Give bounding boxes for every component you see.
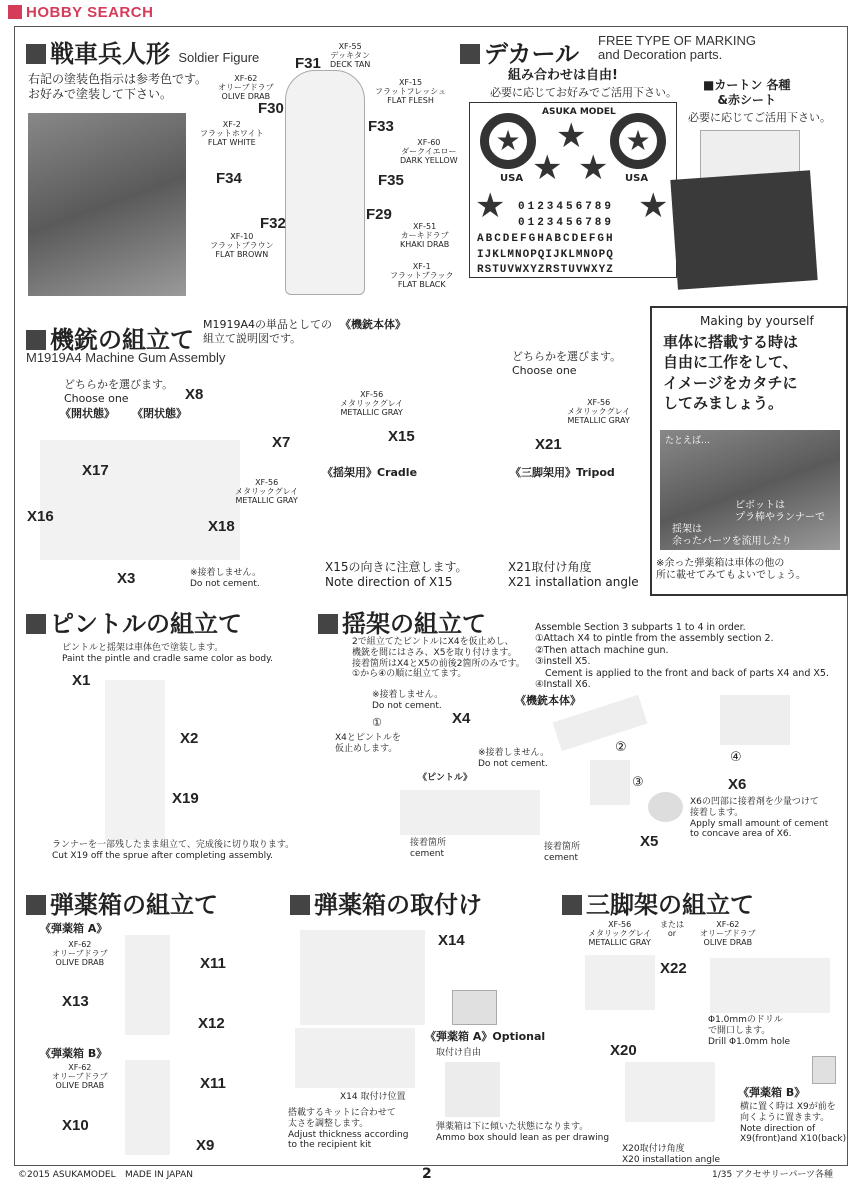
diy-cradle: 揺架は 余ったパーツを流用したり	[672, 524, 792, 547]
no-cement-note: ※接着しません。 Do not cement.	[478, 748, 550, 769]
x4-note: X4とピントルを 仮止めします。	[335, 733, 401, 754]
decal-digits: 0123456789	[518, 201, 615, 213]
mg-choose-2: どちらかを選びます。 Choose one	[512, 350, 622, 377]
made-in: MADE IN JAPAN	[125, 1170, 194, 1180]
part-label: X9	[196, 1137, 215, 1154]
page-number: 2	[422, 1166, 432, 1182]
pintle-drawing	[590, 760, 630, 805]
cement-label: 接着箇所 cement	[544, 842, 581, 863]
or-label: または or	[660, 920, 684, 939]
soldier-photo	[28, 113, 186, 296]
paint-xf56: XF-56 メタリックグレイ METALLIC GRAY	[235, 478, 299, 506]
box-b-label: 《弾薬箱 B》	[40, 1047, 108, 1060]
paint-xf56: XF-56 メタリックグレイ METALLIC GRAY	[588, 920, 652, 948]
mg-closed-label: 《閉状態》	[132, 407, 187, 420]
star-icon: ★	[638, 186, 669, 226]
step-1: ①	[372, 716, 382, 729]
part-label: X21	[535, 436, 562, 453]
x14-position-note: X14 取付け位置	[340, 1092, 406, 1102]
paint-xf51: XF-51 カーキドラブ KHAKI DRAB	[400, 222, 450, 250]
hobby-search-logo: HOBBY SEARCH	[8, 4, 153, 21]
decal-title: デカール	[460, 34, 579, 69]
decal-letters: IJKLMNOPQIJKLMNOPQ	[477, 249, 614, 261]
star-icon: ★	[532, 148, 563, 188]
decal-letters: ABCDEFGHABCDEFGH	[477, 233, 615, 245]
mg-note: M1919A4の単品としての組立て説明図です。	[203, 318, 333, 345]
drill-note: Φ1.0mmのドリル で開口します。 Drill Φ1.0mm hole	[708, 1015, 791, 1047]
star-icon: ★	[556, 116, 587, 156]
x5-drawing	[648, 792, 683, 822]
cradle-note-en: Assemble Section 3 subparts 1 to 4 in order. ①Attach X4 to pintle from the assembly section 2. ②Then attach machine gun. ③instell X5. Cement is applied to the front and back of parts X4 and X5. ④Install X6.	[535, 622, 829, 690]
part-label: F30	[258, 100, 284, 117]
part-label: X15	[388, 428, 415, 445]
part-label: X1	[72, 672, 91, 689]
roundel-star-icon: ★	[480, 113, 536, 169]
optional-note: 取付け自由	[436, 1048, 482, 1058]
part-label: X8	[185, 386, 204, 403]
star-icon: ★	[475, 186, 506, 226]
box-b-drawing	[125, 1060, 170, 1155]
paint-xf62: XF-62 オリーブドラブ OLIVE DRAB	[52, 940, 108, 968]
part-label: F29	[366, 206, 392, 223]
paint-xf15: XF-15 フラットフレッシュ FLAT FLESH	[375, 78, 447, 106]
mg-body-label: 《機銃本体》	[515, 694, 581, 707]
part-label: X19	[172, 790, 199, 807]
adjust-note: 搭載するキットに合わせて 太さを調整します。 Adjust thickness according to the recipient kit	[288, 1108, 409, 1151]
paint-xf1: XF-1 フラットブラック FLAT BLACK	[390, 262, 454, 290]
paint-xf56: XF-56 メタリックグレイ METALLIC GRAY	[567, 398, 631, 426]
box-direction-note: 横に置く時は X9が前を 向くように置きます。 Note direction of X9(front)and X10(back)	[740, 1102, 847, 1145]
decal-digits: 0123456789	[518, 217, 615, 229]
pintle-drawing	[105, 680, 165, 840]
part-label: F35	[378, 172, 404, 189]
part-label: X20	[610, 1042, 637, 1059]
x6-note: X6の凹部に接着剤を少量つけて 接着します。 Apply small amount of cement to concave area of X6.	[690, 797, 829, 840]
paint-xf62: XF-62 オリーブドラブ OLIVE DRAB	[218, 74, 274, 102]
decal-usa: USA	[500, 173, 524, 184]
cradle-title: 揺架の組立て	[318, 604, 486, 639]
step-4: ④	[730, 750, 742, 765]
no-cement-note: ※接着しません。 Do not cement.	[372, 690, 444, 711]
part-label: X7	[272, 434, 291, 451]
x21-note: X21取付け角度 X21 installation angle	[508, 560, 639, 589]
pintle-title: ピントルの組立て	[26, 604, 242, 639]
part-label: X22	[660, 960, 687, 977]
paint-xf56: XF-56 メタリックグレイ METALLIC GRAY	[340, 390, 404, 418]
pintle-label: 《ピントル》	[418, 773, 473, 783]
part-label: F31	[295, 55, 321, 72]
diy-note: ※余った弾薬箱は車体の他の 所に載せてみてもよいでしょう。	[656, 558, 806, 581]
part-label: X12	[198, 1015, 225, 1032]
diy-text: 車体に搭載する時は 自由に工作をして、 イメージをカタチに してみましょう。	[663, 333, 799, 412]
part-label: X11	[200, 955, 226, 972]
decal-letters: RSTUVWXYZRSTUVWXYZ	[477, 264, 614, 276]
part-label: F32	[260, 215, 286, 232]
pintle-note: ピントルと揺架は車体色で塗装します。 Paint the pintle and cradle same color as body.	[62, 643, 273, 664]
cement-label: 接着箇所 cement	[410, 838, 447, 859]
no-cement-note: ※接着しません。 Do not cement.	[190, 568, 262, 589]
x15-note: X15の向きに注意します。 Note direction of X15	[325, 560, 468, 589]
red-sheet	[670, 170, 817, 289]
part-label: F33	[368, 118, 394, 135]
part-label: X6	[728, 776, 747, 793]
decal-sub2: 必要に応じてお好みでご活用下さい。	[490, 86, 677, 99]
decal-sub1: 組み合わせは自由!	[508, 68, 618, 83]
cradle-note-ja: 2で組立てたピントルにX4を仮止めし、 機銃を間にはさみ、X5を取り付けます。 接着箇所はX4とX5の前後2箇所のみです。 ①から④の順に組立てます。	[352, 637, 525, 680]
diy-title: Making by yourself	[700, 314, 814, 328]
cradle-drawing	[295, 1028, 415, 1088]
step-2: ②	[615, 740, 627, 755]
cradle-drawing	[400, 790, 540, 835]
paint-xf60: XF-60 ダークイエロー DARK YELLOW	[400, 138, 458, 166]
part-label: X3	[117, 570, 136, 587]
pintle-cut-note: ランナーを一部残したまま組立て、完成後に切り取ります。 Cut X19 off the sprue after completing assembly.	[52, 840, 295, 861]
carton-title: ■カートン 各種 &赤シート	[703, 78, 791, 107]
ammo-box-drawing	[812, 1056, 836, 1084]
part-label: X10	[62, 1117, 89, 1134]
paint-xf55: XF-55 デッキタン DECK TAN	[330, 42, 371, 70]
paint-xf62: XF-62 オリーブドラブ OLIVE DRAB	[700, 920, 756, 948]
part-label: X2	[180, 730, 199, 747]
paint-xf2: XF-2 フラットホワイト FLAT WHITE	[200, 120, 264, 148]
part-label: X18	[208, 518, 235, 535]
tripod-drawing	[585, 955, 655, 1010]
step-3: ③	[632, 775, 644, 790]
mg-title-en: M1919A4 Machine Gum Assembly	[26, 350, 226, 365]
carton-note: 必要に応じてご活用下さい。	[688, 111, 831, 124]
part-label: X14	[438, 932, 465, 949]
soldier-title: 戦車兵人形 Soldier Figure	[26, 34, 259, 69]
mg-cradle-label: 《揺架用》Cradle	[322, 466, 418, 479]
decal-usa: USA	[625, 173, 649, 184]
part-label: X5	[640, 833, 659, 850]
box-a-label: 《弾薬箱 A》	[40, 922, 108, 935]
mg-drawing	[40, 440, 240, 560]
box-a-optional-label: 《弾薬箱 A》Optional	[425, 1030, 546, 1043]
diy-eg: たとえば…	[665, 436, 711, 446]
box-b-label: 《弾薬箱 B》	[738, 1086, 806, 1099]
mount-drawing	[300, 930, 425, 1025]
tripod-mg-drawing	[710, 958, 830, 1013]
assembled-drawing	[720, 695, 790, 745]
star-icon: ★	[578, 148, 609, 188]
part-label: X11	[200, 1075, 226, 1092]
soldier-note: 右記の塗装色指示は参考色です。 お好みで塗装して下さい。	[28, 72, 208, 101]
mg-body-label: 《機銃本体》	[340, 318, 406, 331]
box-a-drawing	[125, 935, 170, 1035]
decal-brand: ASUKA MODEL	[542, 107, 616, 117]
paint-xf62: XF-62 オリーブドラブ OLIVE DRAB	[52, 1063, 108, 1091]
tripod-side-drawing	[625, 1062, 715, 1122]
roundel-star-icon: ★	[610, 113, 666, 169]
product-name: 1/35 アクセサリーパーツ各種	[712, 1170, 833, 1180]
mount-title: 弾薬箱の取付け	[290, 885, 482, 920]
decal-sheet	[469, 102, 677, 278]
copyright: ©2015 ASUKAMODEL	[18, 1170, 116, 1180]
part-label: X17	[82, 462, 109, 479]
mg-title: 機銃の組立て	[26, 320, 194, 355]
lean-note: 弾薬箱は下に傾いた状態になります。 Ammo box should lean as per drawing	[436, 1122, 610, 1143]
diy-pivot: ピボットは プラ棒やランナーで	[735, 500, 825, 523]
tripod-title: 三脚架の組立て	[562, 885, 754, 920]
soldier-drawing	[285, 70, 365, 295]
mg-tripod-label: 《三脚架用》Tripod	[510, 466, 615, 479]
x20-note: X20取付け角度 X20 installation angle	[622, 1144, 721, 1165]
mg-choose: どちらかを選びます。 Choose one	[64, 378, 174, 405]
mg-open-label: 《開状態》	[60, 407, 115, 420]
part-label: X16	[27, 508, 54, 525]
ammo-box-drawing	[452, 990, 497, 1025]
part-label: F34	[216, 170, 242, 187]
paint-xf10: XF-10 フラットブラウン FLAT BROWN	[210, 232, 274, 260]
decal-title-en: FREE TYPE OF MARKING and Decoration parts.	[598, 33, 756, 62]
ammo-title: 弾薬箱の組立て	[26, 885, 218, 920]
lean-drawing	[445, 1062, 500, 1117]
part-label: X13	[62, 993, 89, 1010]
part-label: X4	[452, 710, 471, 727]
